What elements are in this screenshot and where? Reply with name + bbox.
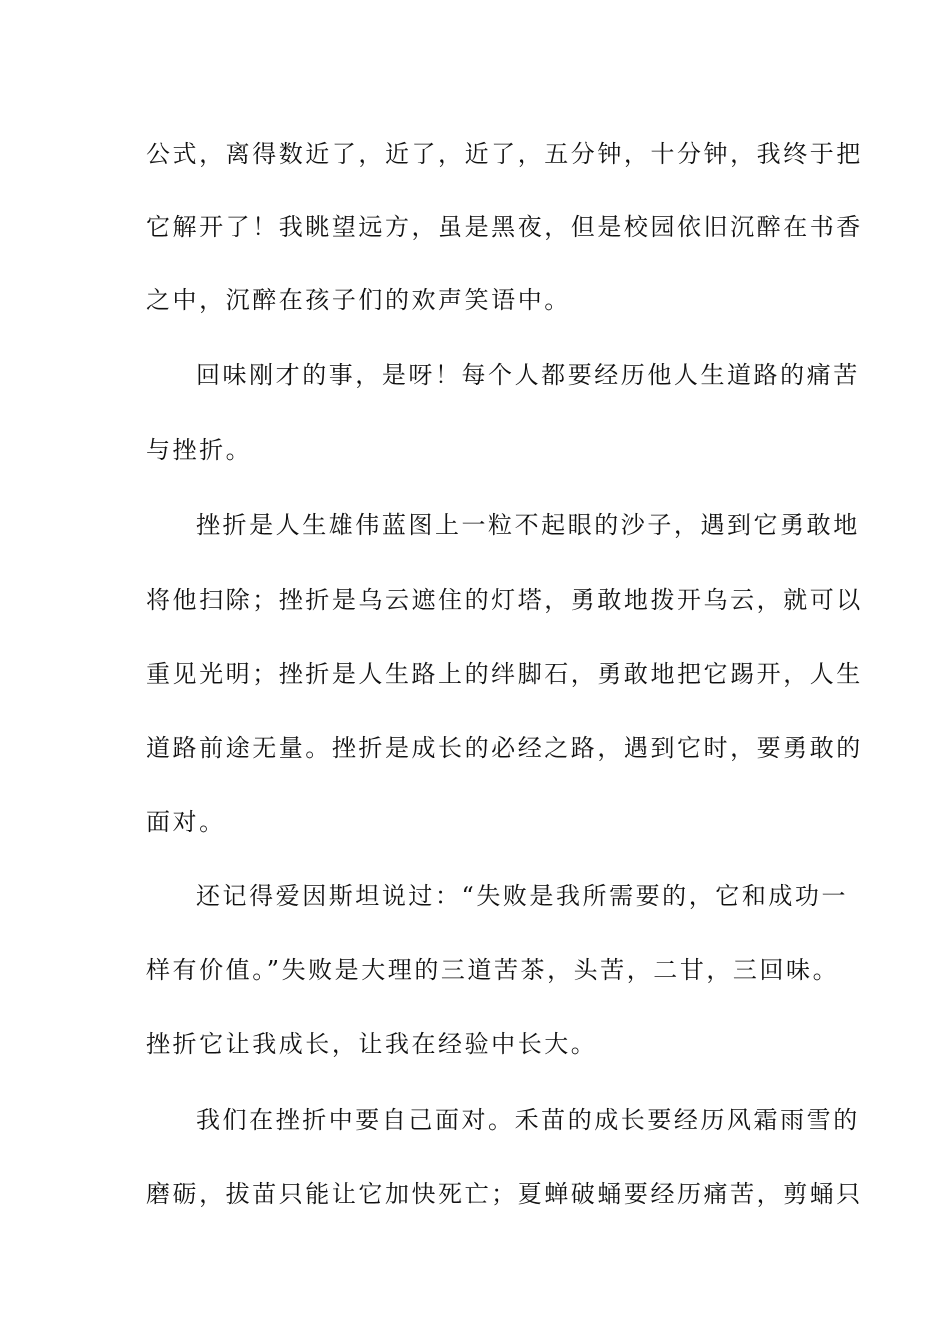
text-line (0, 355, 950, 395)
line-text: 之中，沉醉在孩子们的欢声笑语中。 (146, 286, 571, 314)
text-line (0, 134, 950, 174)
text-line (0, 1024, 950, 1064)
line-text: 挫折它让我成长，让我在经验中长大。 (146, 1030, 598, 1058)
text-line (0, 802, 950, 842)
line-text: 它解开了！我眺望远方，虽是黑夜，但是校园依旧沉醉在书香 (146, 213, 863, 241)
line-text: 道路前途无量。挫折是成长的必经之路，遇到它时，要勇敢的 (146, 734, 863, 762)
text-line (0, 1174, 950, 1214)
text-line (0, 280, 950, 320)
text-line (0, 876, 950, 916)
line-text: 公式，离得数近了，近了，近了，五分钟，十分钟，我终于把 (146, 140, 863, 168)
line-text: 将他扫除；挫折是乌云遮住的灯塔，勇敢地拨开乌云，就可以 (146, 586, 863, 614)
text-line (0, 505, 950, 545)
text-line (0, 207, 950, 247)
line-text: 与挫折。 (146, 436, 253, 464)
text-line (0, 580, 950, 620)
text-line (0, 950, 950, 990)
line-text: 回味刚才的事，是呀！每个人都要经历他人生道路的痛苦 (196, 361, 860, 389)
line-text: 样有价值。”失败是大理的三道苦茶，头苦，二甘，三回味。 (146, 956, 840, 984)
line-text: 还记得爱因斯坦说过：“失败是我所需要的，它和成功一 (196, 882, 849, 910)
text-line (0, 728, 950, 768)
line-text: 面对。 (146, 808, 226, 836)
line-text: 重见光明；挫折是人生路上的绊脚石，勇敢地把它踢开，人生 (146, 660, 863, 688)
text-line (0, 654, 950, 694)
text-line (0, 1100, 950, 1140)
line-text: 我们在挫折中要自己面对。禾苗的成长要经历风霜雨雪的 (196, 1106, 860, 1134)
line-text: 磨砺，拔苗只能让它加快死亡；夏蝉破蛹要经历痛苦，剪蛹只 (146, 1180, 863, 1208)
line-text: 挫折是人生雄伟蓝图上一粒不起眼的沙子，遇到它勇敢地 (196, 511, 860, 539)
text-line (0, 430, 950, 470)
